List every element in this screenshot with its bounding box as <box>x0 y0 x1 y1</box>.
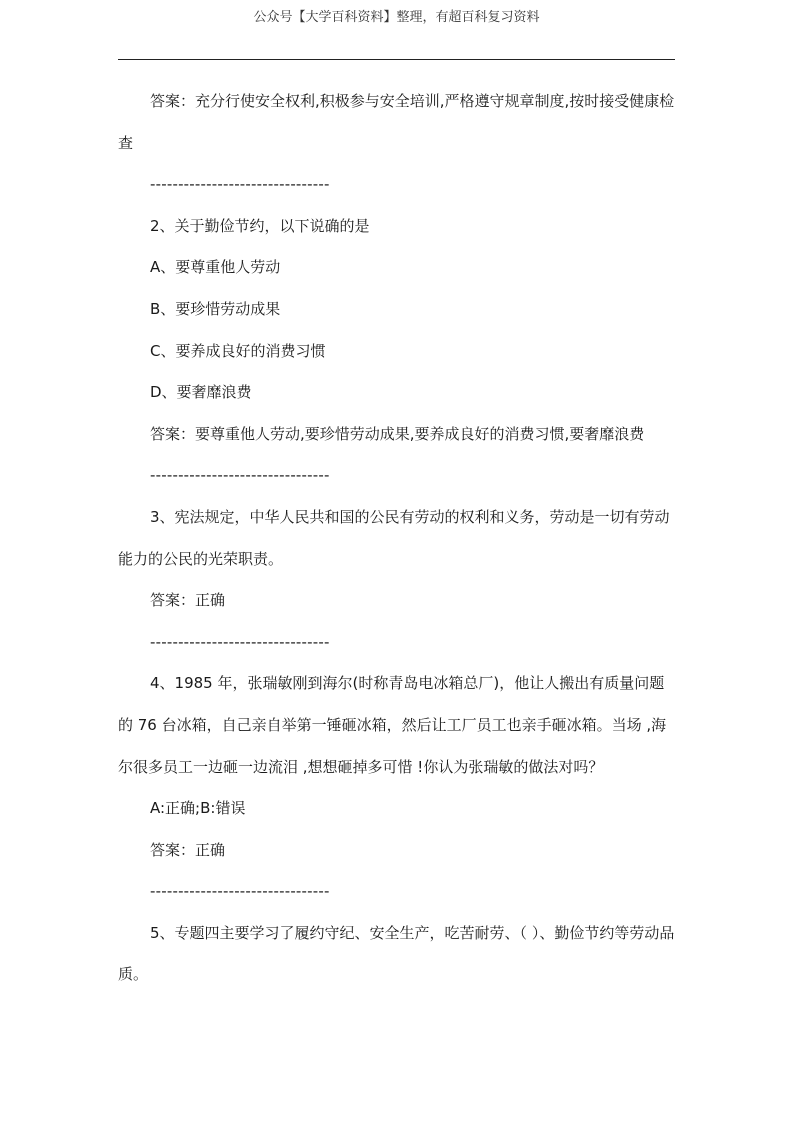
q2-option-d: D、要奢靡浪费 <box>150 383 252 402</box>
q1-answer: 答案：充分行使安全权利,积极参与安全培训,严格遵守规章制度,按时接受健康检查 <box>118 92 675 152</box>
separator: -------------------------------- <box>150 175 330 194</box>
q2-option-a: A、要尊重他人劳动 <box>150 258 281 277</box>
separator: -------------------------------- <box>150 632 330 651</box>
q2-answer: 答案：要尊重他人劳动,要珍惜劳动成果,要养成良好的消费习惯,要奢靡浪费 <box>150 424 645 443</box>
q3-answer: 答案：正确 <box>150 591 226 610</box>
q3-question: 3、宪法规定，中华人民共和国的公民有劳动的权利和义务，劳动是一切有劳动能力的公民的光荣职责。 <box>118 507 670 568</box>
q2-question: 2、关于勤俭节约，以下说确的是 <box>150 216 370 235</box>
header-divider <box>118 59 675 60</box>
document-body <box>118 81 678 996</box>
q4-answer: 答案：正确 <box>150 840 226 859</box>
q4-options: A:正确;B:错误 <box>150 799 246 818</box>
page-header: 公众号【大学百科资料】整理，有超百科复习资料 <box>253 10 540 25</box>
q4-question: 4、1985 年，张瑞敏刚到海尔(时称青岛电冰箱总厂)，他让人搬出有质量问题的 76 台冰箱，自己亲自举第一锤砸冰箱，然后让工厂员工也亲手砸冰箱。当场 ,海尔很多员工一边砸一边流泪 ,想想砸掉多可惜 !你认为张瑞敏的做法对吗？ <box>118 674 667 776</box>
q2-option-c: C、要养成良好的消费习惯 <box>150 341 326 360</box>
separator: -------------------------------- <box>150 882 330 901</box>
q5-question: 5、专题四主要学习了履约守纪、安全生产，吃苦耐劳、（ ）、勤俭节约等劳动品质。 <box>118 923 675 984</box>
separator: -------------------------------- <box>150 466 330 485</box>
q2-option-b: B、要珍惜劳动成果 <box>150 299 281 318</box>
